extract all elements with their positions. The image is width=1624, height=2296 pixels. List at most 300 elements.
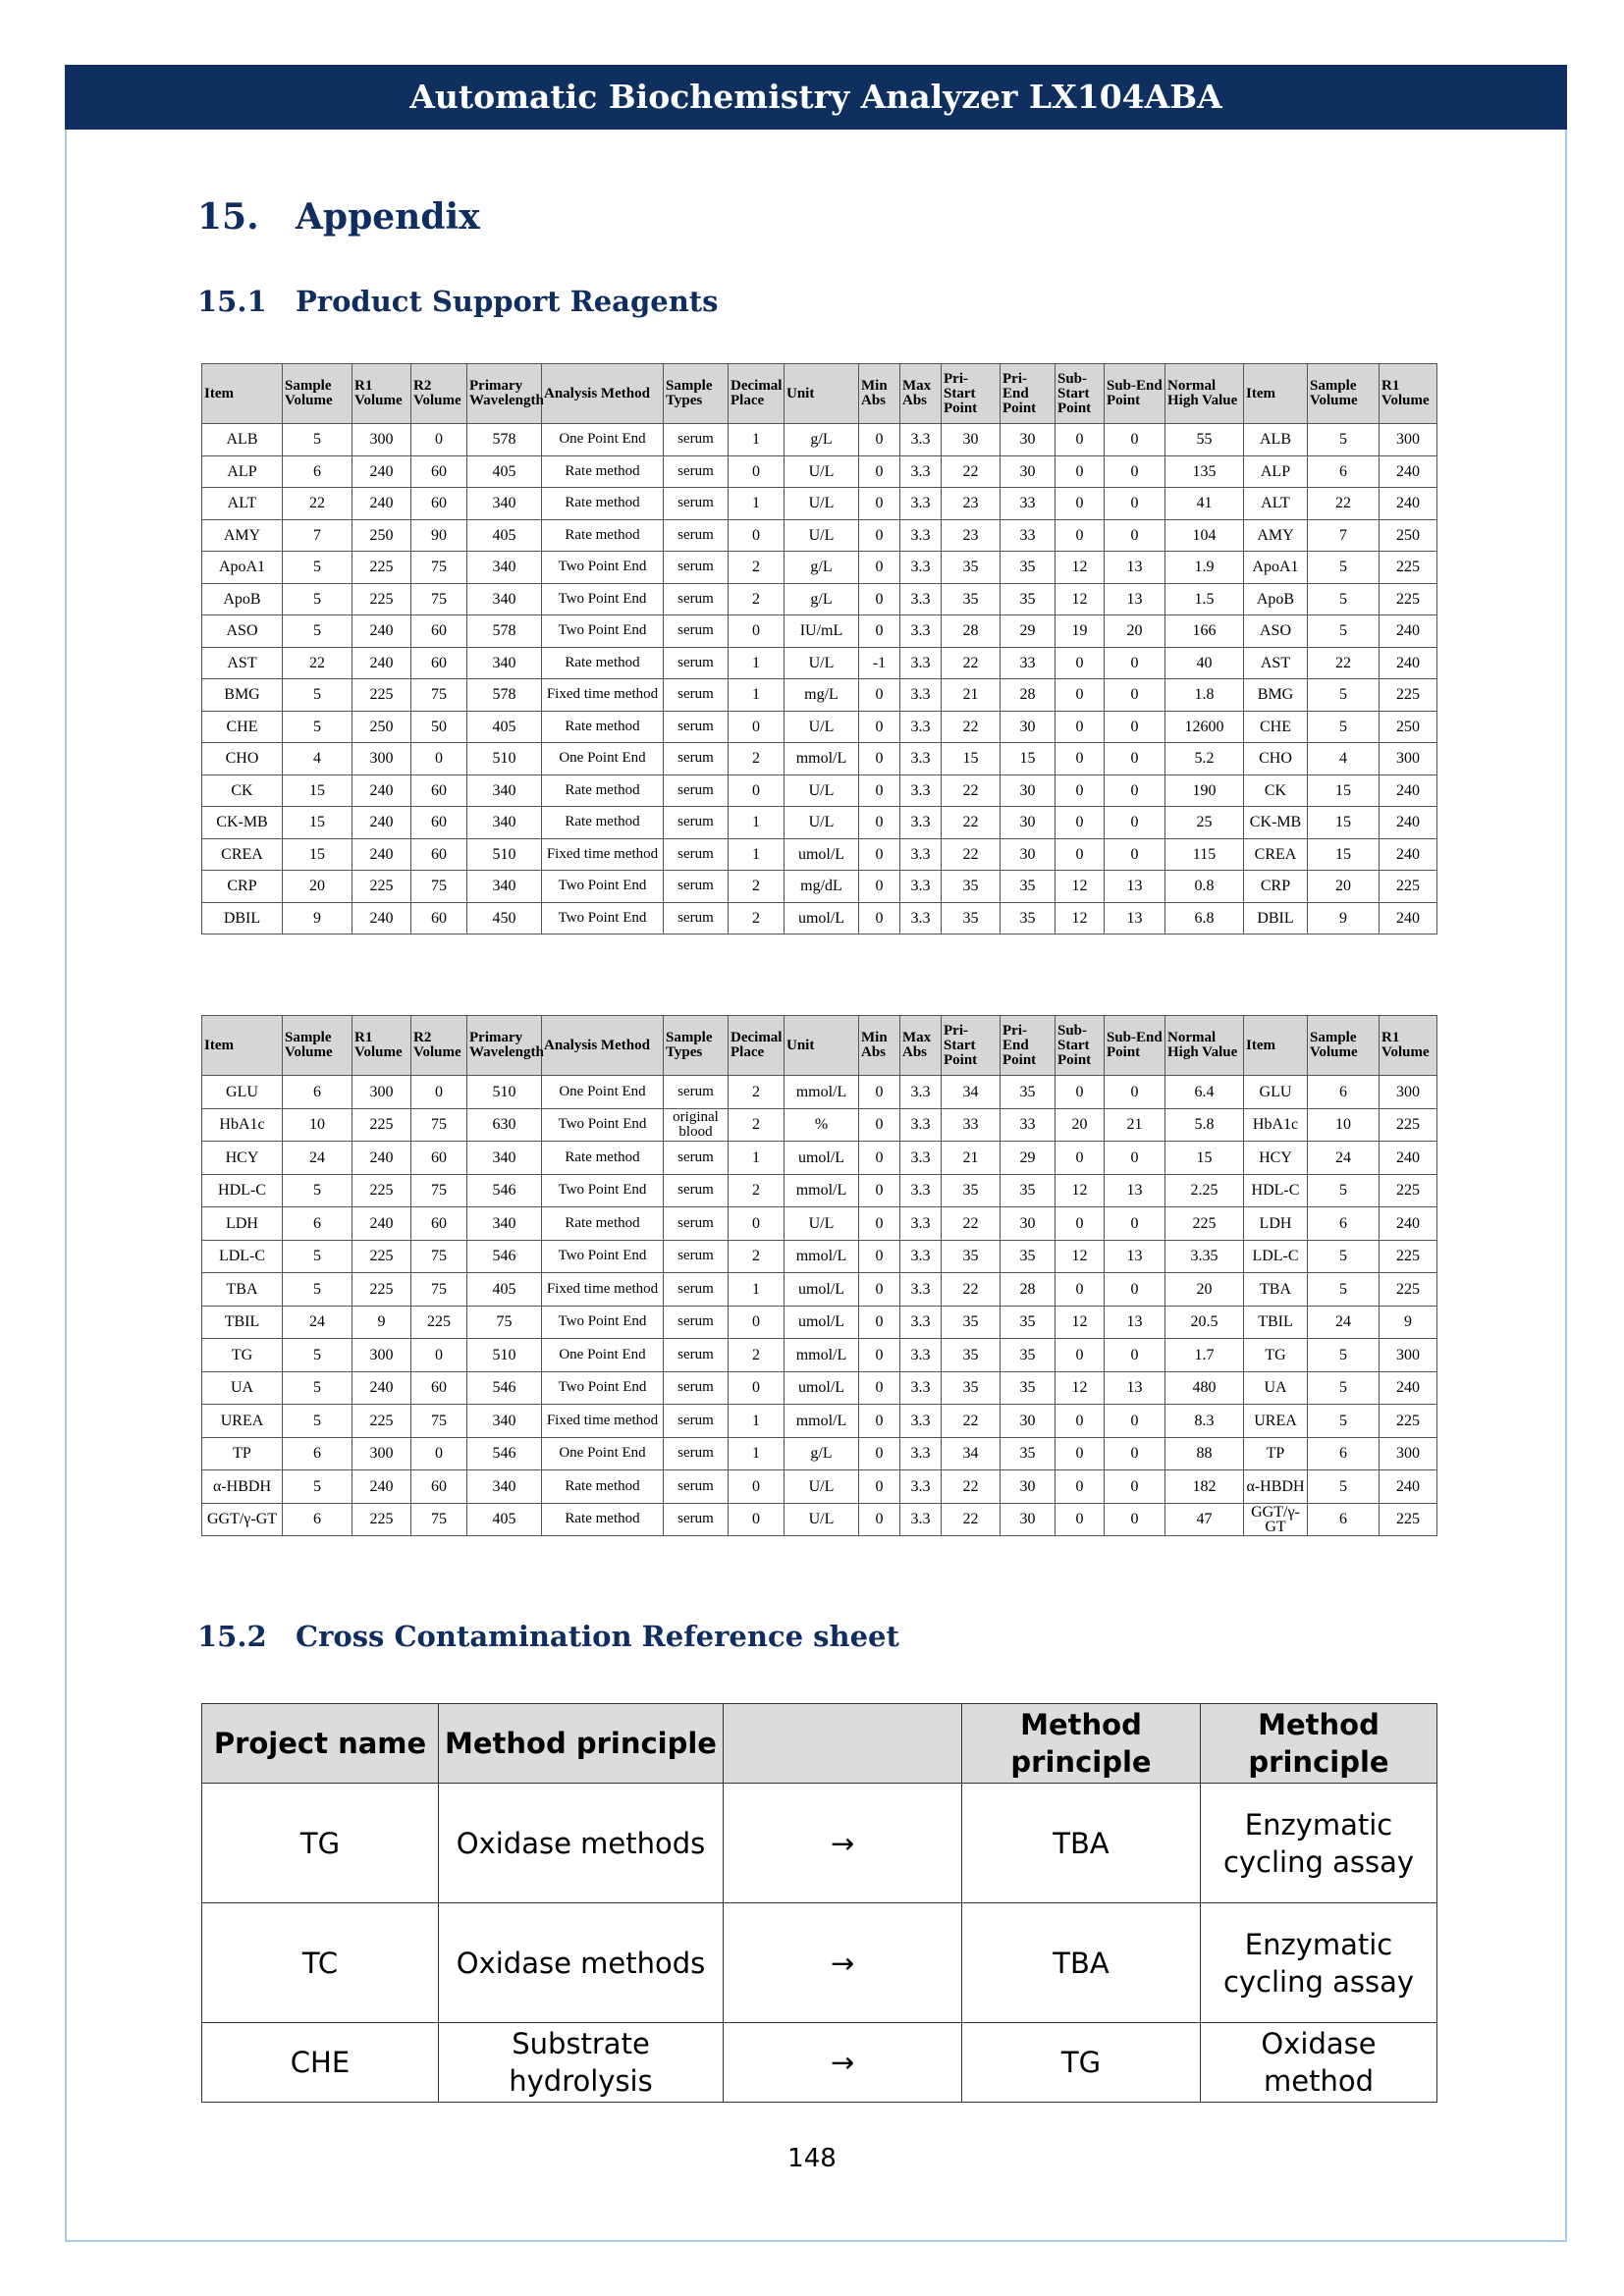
table-cell: mg/L	[785, 679, 859, 712]
table-cell: ApoA1	[202, 552, 283, 584]
table-row	[202, 1306, 1437, 1339]
table-cell: serum	[664, 743, 729, 775]
table-cell: umol/L	[785, 1142, 859, 1175]
table-cell: 225	[352, 871, 411, 903]
table-cell: 75	[411, 1503, 467, 1536]
table-cell: serum	[664, 583, 729, 615]
table-cell: 6	[1308, 1503, 1380, 1536]
table-cell: LDH	[202, 1207, 283, 1241]
table-cell: 5	[283, 1174, 352, 1207]
table-cell: Two Point End	[542, 583, 664, 615]
table-cell: 3.3	[900, 1437, 942, 1470]
table-cell: original blood	[664, 1108, 729, 1142]
table-cell: serum	[664, 1470, 729, 1504]
table-cell: 3.3	[900, 424, 942, 456]
table-cell: 3.3	[900, 1405, 942, 1438]
column-header: Pri-Start Point	[942, 1016, 1001, 1076]
column-header: R1 Volume	[1380, 364, 1437, 424]
table-cell: 405	[467, 519, 542, 552]
table-cell: 0	[1105, 711, 1165, 743]
table-cell: 240	[1380, 1142, 1437, 1175]
table-cell: α-HBDH	[202, 1470, 283, 1504]
table-cell: 240	[1380, 807, 1437, 839]
column-header: Decimal Place	[729, 1016, 785, 1076]
table-cell: AMY	[202, 519, 283, 552]
table-cell: 15	[283, 774, 352, 807]
table-cell: 225	[1380, 1108, 1437, 1142]
table-cell: 55	[1165, 424, 1244, 456]
table-cell: 29	[1001, 1142, 1056, 1175]
table-cell: serum	[664, 1306, 729, 1339]
table-cell: serum	[664, 1371, 729, 1405]
table-cell: 21	[1105, 1108, 1165, 1142]
table-cell: 12	[1056, 871, 1105, 903]
table-cell: TBA	[202, 1273, 283, 1307]
table-cell: 115	[1165, 838, 1244, 871]
table-cell: 0	[1105, 519, 1165, 552]
table-cell: 15	[1308, 807, 1380, 839]
table-cell: 405	[467, 1503, 542, 1536]
table-cell: 30	[942, 424, 1001, 456]
table-cell: 60	[411, 838, 467, 871]
table-cell: 35	[942, 552, 1001, 584]
table-cell: 0	[859, 552, 900, 584]
table-cell: CK	[202, 774, 283, 807]
table-cell: 225	[1380, 1240, 1437, 1273]
table-cell: 0	[859, 1470, 900, 1504]
table-cell: 3.3	[900, 1371, 942, 1405]
table-cell: 340	[467, 807, 542, 839]
table-row	[202, 424, 1437, 456]
table-cell: Rate method	[542, 519, 664, 552]
table-cell: 13	[1105, 552, 1165, 584]
subsection-title: Product Support Reagents	[296, 285, 719, 318]
table-cell: mmol/L	[785, 743, 859, 775]
table-cell: 3.3	[900, 1306, 942, 1339]
table-cell: 0	[1056, 743, 1105, 775]
table-cell: %	[785, 1108, 859, 1142]
table-row	[202, 615, 1437, 648]
table-cell: 225	[411, 1306, 467, 1339]
table-cell: 2	[729, 552, 785, 584]
table-cell: 22	[1308, 647, 1380, 679]
table-cell: Rate method	[542, 647, 664, 679]
table-cell: 3.3	[900, 583, 942, 615]
table-cell: AST	[1244, 647, 1308, 679]
table-cell: 21	[942, 1142, 1001, 1175]
table-row	[202, 838, 1437, 871]
table-cell: serum	[664, 1405, 729, 1438]
table-cell: U/L	[785, 1503, 859, 1536]
table-cell: U/L	[785, 807, 859, 839]
table-cell: HDL-C	[1244, 1174, 1308, 1207]
table-cell: 240	[352, 1371, 411, 1405]
table-cell: 25	[1165, 807, 1244, 839]
column-header: Pri-End Point	[1001, 1016, 1056, 1076]
table-cell: Fixed time method	[542, 1405, 664, 1438]
table-cell: 6	[283, 1503, 352, 1536]
table-cell: 3.3	[900, 1108, 942, 1142]
table-row	[202, 1405, 1437, 1438]
table-cell: 0	[729, 1371, 785, 1405]
table-cell: 60	[411, 807, 467, 839]
table-cell: serum	[664, 488, 729, 520]
table-cell: TP	[202, 1437, 283, 1470]
table-cell: 60	[411, 1142, 467, 1175]
table-cell: 225	[1380, 871, 1437, 903]
table-cell: 35	[1001, 1174, 1056, 1207]
table-cell: 240	[1380, 774, 1437, 807]
table-cell: g/L	[785, 552, 859, 584]
table-cell: 0	[1056, 1437, 1105, 1470]
table-cell: 8.3	[1165, 1405, 1244, 1438]
table-cell: 5	[283, 615, 352, 648]
table-cell: 3.3	[900, 1503, 942, 1536]
table-cell: 0	[1056, 679, 1105, 712]
table-cell: serum	[664, 807, 729, 839]
table-cell: 60	[411, 902, 467, 934]
table-cell: U/L	[785, 711, 859, 743]
table-cell: →	[724, 2023, 962, 2103]
table-cell: 1	[729, 488, 785, 520]
column-header: R1 Volume	[352, 364, 411, 424]
table-cell: GGT/γ-GT	[202, 1503, 283, 1536]
table-cell: 135	[1165, 455, 1244, 488]
table-cell: 240	[1380, 647, 1437, 679]
table-cell: 60	[411, 1470, 467, 1504]
table-cell: U/L	[785, 647, 859, 679]
table-cell: 225	[1165, 1207, 1244, 1241]
table-cell: 23	[942, 519, 1001, 552]
table-cell: serum	[664, 1076, 729, 1109]
table-cell: 60	[411, 647, 467, 679]
table-cell: 5	[1308, 1371, 1380, 1405]
table-cell: 20	[1308, 871, 1380, 903]
table-cell: 30	[1001, 455, 1056, 488]
table-cell: 9	[1380, 1306, 1437, 1339]
table-row	[202, 807, 1437, 839]
table-cell: U/L	[785, 519, 859, 552]
table-cell: 240	[352, 455, 411, 488]
table-cell: CK-MB	[202, 807, 283, 839]
column-header: Primary Wavelength	[467, 364, 542, 424]
table-cell: 0	[1056, 1339, 1105, 1372]
table-cell: CHE	[1244, 711, 1308, 743]
table-cell: 3.3	[900, 1470, 942, 1504]
table-row	[202, 902, 1437, 934]
table-cell: serum	[664, 871, 729, 903]
table-cell: 0	[1056, 1076, 1105, 1109]
table-cell: serum	[664, 455, 729, 488]
column-header: Item	[1244, 364, 1308, 424]
table-cell: 22	[283, 647, 352, 679]
table-cell: 12	[1056, 1371, 1105, 1405]
table-cell: 75	[411, 1240, 467, 1273]
table-cell: 20.5	[1165, 1306, 1244, 1339]
table-cell: GLU	[1244, 1076, 1308, 1109]
table-cell: 35	[1001, 583, 1056, 615]
table-cell: CREA	[1244, 838, 1308, 871]
table-row	[202, 1142, 1437, 1175]
table-cell: umol/L	[785, 902, 859, 934]
table-cell: 0	[1105, 647, 1165, 679]
table-cell: 5.8	[1165, 1108, 1244, 1142]
table-cell: serum	[664, 615, 729, 648]
table-cell: 6	[1308, 1076, 1380, 1109]
table-cell: 0	[411, 424, 467, 456]
table-cell: 5	[1308, 679, 1380, 712]
table-cell: GLU	[202, 1076, 283, 1109]
column-header	[724, 1704, 962, 1784]
table-cell: 30	[1001, 774, 1056, 807]
table-cell: TBA	[962, 1903, 1201, 2023]
table-cell: 0	[1056, 1273, 1105, 1307]
table-cell: umol/L	[785, 838, 859, 871]
table-cell: ApoA1	[1244, 552, 1308, 584]
table-cell: 5.2	[1165, 743, 1244, 775]
table-cell: 60	[411, 615, 467, 648]
table-cell: 0	[729, 1470, 785, 1504]
table-cell: 182	[1165, 1470, 1244, 1504]
table-cell: 75	[411, 1273, 467, 1307]
table-cell: Two Point End	[542, 615, 664, 648]
table-cell: 35	[942, 1174, 1001, 1207]
table-cell: 75	[411, 871, 467, 903]
table-cell: 30	[1001, 807, 1056, 839]
table-cell: 9	[1308, 902, 1380, 934]
table-cell: Fixed time method	[542, 1273, 664, 1307]
column-header: R2 Volume	[411, 364, 467, 424]
table-cell: 0	[859, 1142, 900, 1175]
table-row	[202, 455, 1437, 488]
table-cell: Two Point End	[542, 1371, 664, 1405]
table-row	[202, 1784, 1437, 1903]
table-cell: ALT	[1244, 488, 1308, 520]
table-cell: One Point End	[542, 1339, 664, 1372]
table-cell: 1	[729, 1273, 785, 1307]
table-cell: Two Point End	[542, 552, 664, 584]
table-cell: 0	[1056, 774, 1105, 807]
table-cell: 12	[1056, 1306, 1105, 1339]
column-header: Unit	[785, 364, 859, 424]
table-cell: 75	[467, 1306, 542, 1339]
table-cell: 3.3	[900, 1142, 942, 1175]
table-cell: 60	[411, 1371, 467, 1405]
table-cell: 15	[283, 807, 352, 839]
table-cell: 29	[1001, 615, 1056, 648]
table-cell: 3.3	[900, 1076, 942, 1109]
table-cell: 225	[1380, 679, 1437, 712]
table-cell: 340	[467, 1470, 542, 1504]
table-cell: Oxidase methods	[439, 1903, 724, 2023]
table-cell: 1	[729, 807, 785, 839]
table-cell: 0	[411, 1076, 467, 1109]
table-cell: 5	[1308, 583, 1380, 615]
table-cell: 250	[352, 711, 411, 743]
table-cell: 40	[1165, 647, 1244, 679]
table-cell: ALP	[1244, 455, 1308, 488]
table-cell: 13	[1105, 1174, 1165, 1207]
table-cell: Oxidase methods	[439, 1784, 724, 1903]
table-cell: 1.7	[1165, 1339, 1244, 1372]
table-cell: U/L	[785, 1470, 859, 1504]
column-header: Sample Types	[664, 1016, 729, 1076]
table-cell: 0	[859, 519, 900, 552]
table-cell: Rate method	[542, 1142, 664, 1175]
table-cell: 5	[283, 1240, 352, 1273]
table-cell: 60	[411, 488, 467, 520]
table-cell: 22	[942, 455, 1001, 488]
table-cell: 15	[942, 743, 1001, 775]
table-row	[202, 1076, 1437, 1109]
table-cell: serum	[664, 774, 729, 807]
table-cell: 240	[352, 1142, 411, 1175]
table-cell: 5	[1308, 615, 1380, 648]
table-row	[202, 1437, 1437, 1470]
table-cell: 22	[942, 838, 1001, 871]
table-row	[202, 774, 1437, 807]
table-cell: BMG	[202, 679, 283, 712]
table-cell: 300	[1380, 424, 1437, 456]
table-cell: 5	[1308, 1470, 1380, 1504]
table-cell: g/L	[785, 583, 859, 615]
table-cell: 75	[411, 679, 467, 712]
table-row	[202, 519, 1437, 552]
table-cell: TP	[1244, 1437, 1308, 1470]
table-cell: CK	[1244, 774, 1308, 807]
table-cell: 35	[1001, 1371, 1056, 1405]
table-header-row	[202, 1704, 1437, 1784]
table-cell: 60	[411, 455, 467, 488]
table-row	[202, 488, 1437, 520]
table-cell: mmol/L	[785, 1405, 859, 1438]
table-cell: 24	[283, 1142, 352, 1175]
table-cell: 225	[352, 1405, 411, 1438]
column-header: Sub-Start Point	[1056, 1016, 1105, 1076]
table-cell: 90	[411, 519, 467, 552]
table-cell: UREA	[1244, 1405, 1308, 1438]
column-header: Sample Types	[664, 364, 729, 424]
table-cell: 240	[352, 838, 411, 871]
table-cell: 12	[1056, 583, 1105, 615]
table-cell: 240	[352, 1207, 411, 1241]
table-cell: DBIL	[1244, 902, 1308, 934]
table-cell: LDH	[1244, 1207, 1308, 1241]
table-cell: 0	[1105, 1405, 1165, 1438]
table-cell: 225	[1380, 583, 1437, 615]
table-row	[202, 871, 1437, 903]
table-cell: 0	[859, 1076, 900, 1109]
table-cell: 3.3	[900, 1174, 942, 1207]
table-row	[202, 1903, 1437, 2023]
table-cell: 0	[1056, 1142, 1105, 1175]
table-cell: CHE	[202, 711, 283, 743]
table-cell: 240	[1380, 488, 1437, 520]
table-cell: 0	[1105, 838, 1165, 871]
table-cell: 12	[1056, 902, 1105, 934]
table-cell: 2	[729, 583, 785, 615]
table-cell: 5	[1308, 1174, 1380, 1207]
table-cell: 0	[859, 838, 900, 871]
table-cell: TBIL	[1244, 1306, 1308, 1339]
table-cell: →	[724, 1784, 962, 1903]
table-cell: 340	[467, 1207, 542, 1241]
table-cell: HbA1c	[1244, 1108, 1308, 1142]
table-cell: TBA	[1244, 1273, 1308, 1307]
table-cell: 9	[352, 1306, 411, 1339]
table-cell: 225	[1380, 1273, 1437, 1307]
table-cell: 0	[859, 774, 900, 807]
table-cell: 5	[283, 1339, 352, 1372]
table-cell: 5	[1308, 1405, 1380, 1438]
table-cell: 0	[1056, 455, 1105, 488]
table-cell: TG	[202, 1784, 439, 1903]
table-cell: 30	[1001, 1207, 1056, 1241]
table-cell: 225	[352, 679, 411, 712]
table-cell: 405	[467, 711, 542, 743]
table-cell: 3.3	[900, 455, 942, 488]
table-cell: One Point End	[542, 424, 664, 456]
table-cell: 6	[283, 1207, 352, 1241]
table-cell: 1	[729, 1142, 785, 1175]
table-cell: serum	[664, 1437, 729, 1470]
table-cell: LDL-C	[202, 1240, 283, 1273]
table-cell: 240	[352, 774, 411, 807]
table-cell: 0	[1056, 807, 1105, 839]
table-cell: 0	[859, 1207, 900, 1241]
table-row	[202, 583, 1437, 615]
table-cell: 13	[1105, 583, 1165, 615]
table-cell: 6	[283, 1076, 352, 1109]
table-cell: 250	[1380, 711, 1437, 743]
table-cell: 578	[467, 615, 542, 648]
table-cell: 13	[1105, 871, 1165, 903]
table-cell: 13	[1105, 1306, 1165, 1339]
table-cell: UREA	[202, 1405, 283, 1438]
column-header: Item	[1244, 1016, 1308, 1076]
table-cell: 5	[1308, 1339, 1380, 1372]
table-row	[202, 1470, 1437, 1504]
table-cell: serum	[664, 1174, 729, 1207]
table-cell: 41	[1165, 488, 1244, 520]
table-cell: serum	[664, 1339, 729, 1372]
table-cell: 546	[467, 1371, 542, 1405]
table-cell: TBIL	[202, 1306, 283, 1339]
table-cell: 30	[1001, 1470, 1056, 1504]
table-cell: 2	[729, 871, 785, 903]
table-cell: 28	[1001, 1273, 1056, 1307]
table-cell: U/L	[785, 455, 859, 488]
table-cell: 0	[859, 1240, 900, 1273]
table-cell: 190	[1165, 774, 1244, 807]
table-cell: 33	[942, 1108, 1001, 1142]
table-cell: 0	[729, 711, 785, 743]
table-cell: 510	[467, 1076, 542, 1109]
table-cell: 5	[283, 679, 352, 712]
table-cell: 5	[1308, 1240, 1380, 1273]
table-cell: →	[724, 1903, 962, 2023]
table-cell: 0	[1056, 1503, 1105, 1536]
column-header: Min Abs	[859, 1016, 900, 1076]
section-number: 15.	[197, 196, 259, 238]
table-cell: 300	[1380, 1339, 1437, 1372]
table-cell: Rate method	[542, 711, 664, 743]
table-cell: 630	[467, 1108, 542, 1142]
table-cell: 22	[942, 1273, 1001, 1307]
table-cell: 3.3	[900, 1240, 942, 1273]
table-cell: CHO	[1244, 743, 1308, 775]
table-cell: 0	[859, 679, 900, 712]
